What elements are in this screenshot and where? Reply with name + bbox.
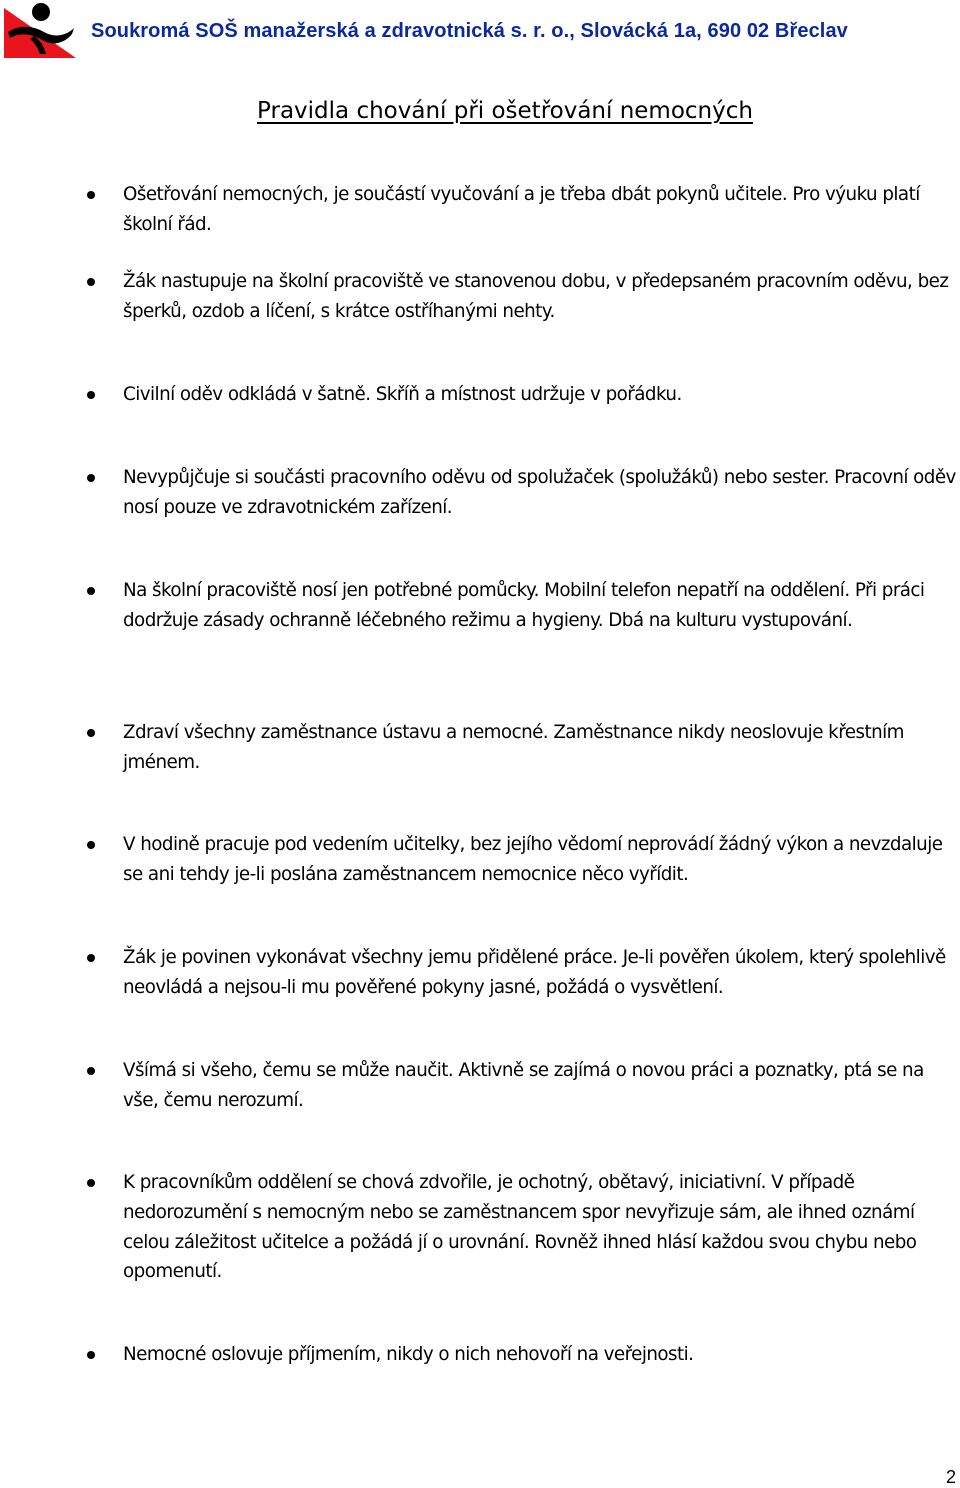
rule-text: Zdraví všechny zaměstnance ústavu a nemocné. Zaměstnance nikdy neoslovuje křestním jménem. xyxy=(123,722,904,773)
rule-text: Civilní oděv odkládá v šatně. Skříň a místnost udržuje v pořádku. xyxy=(123,384,682,405)
bullet-icon xyxy=(87,729,95,737)
bullet-icon xyxy=(87,1067,95,1075)
rule-text: K pracovníkům oddělení se chová zdvořile, je ochotný, obětavý, iniciativní. V případě nedorozumění s nemocným nebo se zaměstnancem spor nevyřizuje sám, ale ihned oznámí celou záležitost učitelce a požádá jí o urovnání. Rovněž ihned hlásí každou svou chybu nebo opomenutí. xyxy=(123,1172,917,1283)
rule-text: Nevypůjčuje si součásti pracovního oděvu od spolužaček (spolužáků) nebo sester. Pracovní oděv nosí pouze ve zdravotnickém zařízení. xyxy=(123,467,956,518)
rule-text: Žák nastupuje na školní pracoviště ve stanovenou dobu, v předepsaném pracovním oděvu, bez šperků, ozdob a líčení, s krátce ostříhanými nehty. xyxy=(123,271,949,322)
page-number: 2 xyxy=(946,1467,957,1487)
rule-text: Všímá si všeho, čemu se může naučit. Aktivně se zajímá o novou práci a poznatky, ptá se na vše, čemu nerozumí. xyxy=(123,1060,924,1111)
page-header xyxy=(0,0,960,62)
rule-text: Ošetřování nemocných, je součástí vyučování a je třeba dbát pokynů učitele. Pro výuku platí školní řád. xyxy=(123,184,920,235)
page-title: Pravidla chování při ošetřování nemocných xyxy=(257,98,753,124)
bullet-icon xyxy=(87,278,95,286)
rule-text: Žák je povinen vykonávat všechny jemu přidělené práce. Je-li pověřen úkolem, který spolehlivě neovládá a nejsou-li mu pověřené pokyny jasné, požádá o vysvětlení. xyxy=(123,947,946,998)
school-logo-icon xyxy=(4,2,76,58)
bullet-icon xyxy=(87,841,95,849)
bullet-icon xyxy=(87,474,95,482)
bullet-icon xyxy=(87,954,95,962)
bullet-icon xyxy=(87,191,95,199)
bullet-icon xyxy=(87,1179,95,1187)
rule-text: Nemocné oslovuje příjmením, nikdy o nich nehovoří na veřejnosti. xyxy=(123,1344,694,1365)
bullet-icon xyxy=(87,391,95,399)
school-name: Soukromá SOŠ manažerská a zdravotnická s. r. o., Slovácká 1a, 690 02 Břeclav xyxy=(91,20,848,42)
bullet-icon xyxy=(87,587,95,595)
rule-text: Na školní pracoviště nosí jen potřebné pomůcky. Mobilní telefon nepatří na oddělení. Při práci dodržuje zásady ochranně léčebného režimu a hygieny. Dbá na kulturu vystupování. xyxy=(123,580,925,631)
bullet-icon xyxy=(87,1351,95,1359)
rule-text: V hodině pracuje pod vedením učitelky, bez jejího vědomí neprovádí žádný výkon a nevzdaluje se ani tehdy je-li poslána zaměstnancem nemocnice něco vyřídit. xyxy=(123,834,943,885)
